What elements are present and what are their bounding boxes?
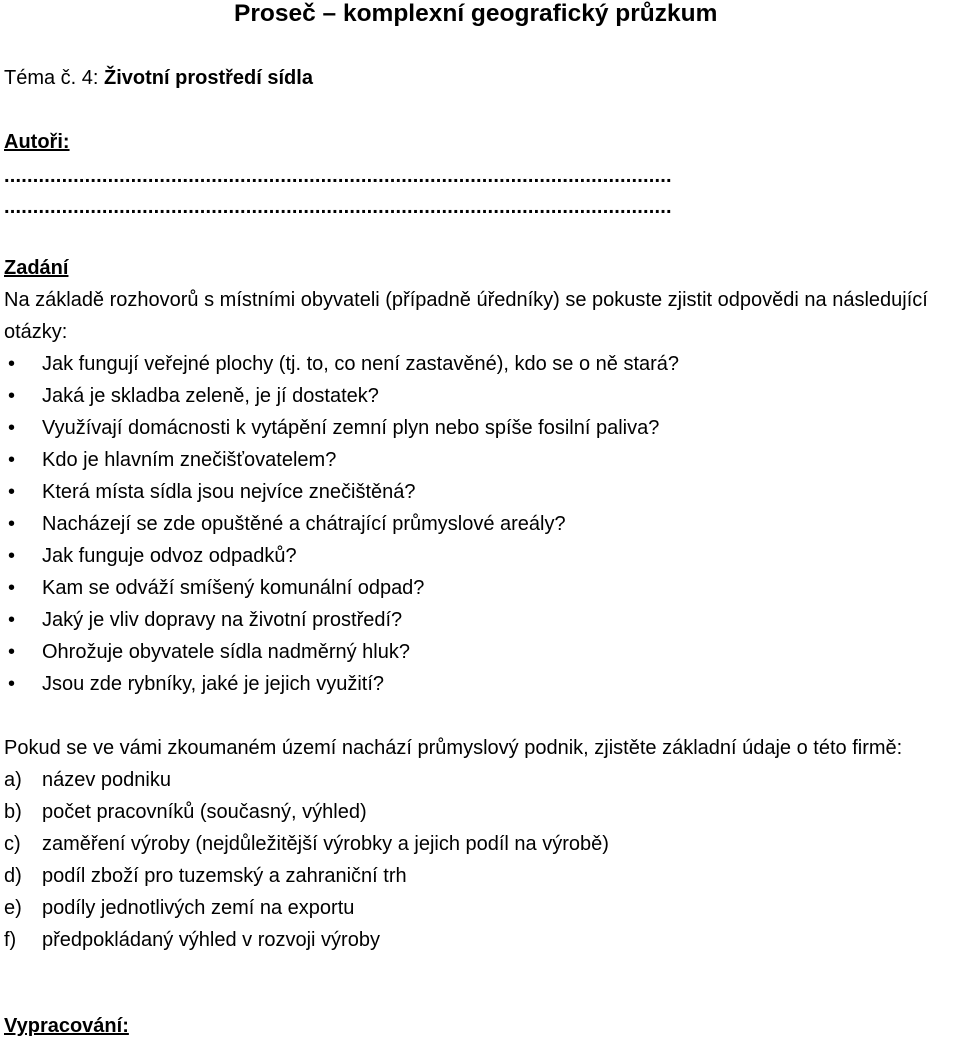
question-item bbox=[4, 476, 960, 508]
question-text: Jak funguje odvoz odpadků? bbox=[42, 545, 297, 567]
bullet-icon: • bbox=[8, 513, 16, 535]
question-item bbox=[4, 380, 960, 412]
bullet-icon: • bbox=[8, 545, 16, 567]
question-text: Jaký je vliv dopravy na životní prostředí? bbox=[42, 609, 403, 631]
assignment-section bbox=[4, 252, 960, 700]
question-text: Jaká je skladba zeleně, je jí dostatek? bbox=[42, 385, 379, 407]
question-text: Ohrožuje obyvatele sídla nadměrný hluk? bbox=[42, 641, 410, 663]
question-text: Kdo je hlavním znečišťovatelem? bbox=[42, 449, 337, 471]
firm-item bbox=[4, 828, 960, 860]
firm-item-marker: b) bbox=[4, 801, 22, 823]
authors-dotted-line-2: .................................................................................................................... bbox=[4, 196, 672, 218]
firm-item bbox=[4, 892, 960, 924]
firm-item-list bbox=[4, 764, 960, 956]
question-text: Kam se odváží smíšený komunální odpad? bbox=[42, 577, 425, 599]
assignment-intro: Na základě rozhovorů s místními obyvateli (případně úředníky) se pokuste zjistit odpovědi na následující otázky: bbox=[4, 289, 928, 343]
topic-line bbox=[4, 62, 313, 94]
question-text: Jak fungují veřejné plochy (tj. to, co není zastavěné), kdo se o ně stará? bbox=[42, 353, 680, 375]
firm-item bbox=[4, 764, 960, 796]
firm-item bbox=[4, 796, 960, 828]
question-text: Nacházejí se zde opuštěné a chátrající průmyslové areály? bbox=[42, 513, 566, 535]
firm-item bbox=[4, 860, 960, 892]
authors-dotted-line-1: .................................................................................................................... bbox=[4, 165, 672, 187]
firm-intro: Pokud se ve vámi zkoumaném území nachází průmyslový podnik, zjistěte základní údaje o této firmě: bbox=[4, 737, 903, 759]
firm-item-marker: f) bbox=[4, 929, 17, 951]
firm-item-marker: c) bbox=[4, 833, 21, 855]
firm-item-text: počet pracovníků (současný, výhled) bbox=[42, 801, 367, 823]
firm-item-text: podíl zboží pro tuzemský a zahraniční trh bbox=[42, 865, 407, 887]
firm-section bbox=[4, 732, 960, 956]
bullet-icon: • bbox=[8, 353, 16, 375]
bullet-icon: • bbox=[8, 449, 16, 471]
question-item bbox=[4, 508, 960, 540]
firm-item-marker: e) bbox=[4, 897, 22, 919]
bullet-icon: • bbox=[8, 673, 16, 695]
firm-item-text: zaměření výroby (nejdůležitější výrobky a jejich podíl na výrobě) bbox=[42, 833, 609, 855]
question-item bbox=[4, 572, 960, 604]
topic-prefix: Téma č. 4: bbox=[4, 67, 105, 89]
document-title: Proseč – komplexní geografický průzkum bbox=[234, 0, 718, 27]
question-item bbox=[4, 636, 960, 668]
bullet-icon: • bbox=[8, 641, 16, 663]
firm-item bbox=[4, 924, 960, 956]
bullet-icon: • bbox=[8, 385, 16, 407]
question-item bbox=[4, 348, 960, 380]
firm-item-marker: d) bbox=[4, 865, 22, 887]
bullet-icon: • bbox=[8, 577, 16, 599]
authors-label: Autoři: bbox=[4, 131, 70, 153]
worked-label: Vypracování: bbox=[4, 1015, 129, 1037]
firm-item-marker: a) bbox=[4, 769, 22, 791]
bullet-icon: • bbox=[8, 481, 16, 503]
question-item bbox=[4, 540, 960, 572]
assignment-heading: Zadání bbox=[4, 257, 69, 279]
question-item bbox=[4, 444, 960, 476]
question-text: Využívají domácnosti k vytápění zemní plyn nebo spíše fosilní paliva? bbox=[42, 417, 660, 439]
bullet-icon: • bbox=[8, 609, 16, 631]
question-item bbox=[4, 604, 960, 636]
question-text: Jsou zde rybníky, jaké je jejich využití? bbox=[42, 673, 385, 695]
question-text: Která místa sídla jsou nejvíce znečištěná? bbox=[42, 481, 416, 503]
topic-name: Životní prostředí sídla bbox=[104, 67, 313, 89]
question-list bbox=[4, 348, 960, 700]
question-item bbox=[4, 412, 960, 444]
firm-item-text: podíly jednotlivých zemí na exportu bbox=[42, 897, 355, 919]
firm-item-text: název podniku bbox=[42, 769, 171, 791]
question-item bbox=[4, 668, 960, 700]
firm-item-text: předpokládaný výhled v rozvoji výroby bbox=[42, 929, 380, 951]
bullet-icon: • bbox=[8, 417, 16, 439]
